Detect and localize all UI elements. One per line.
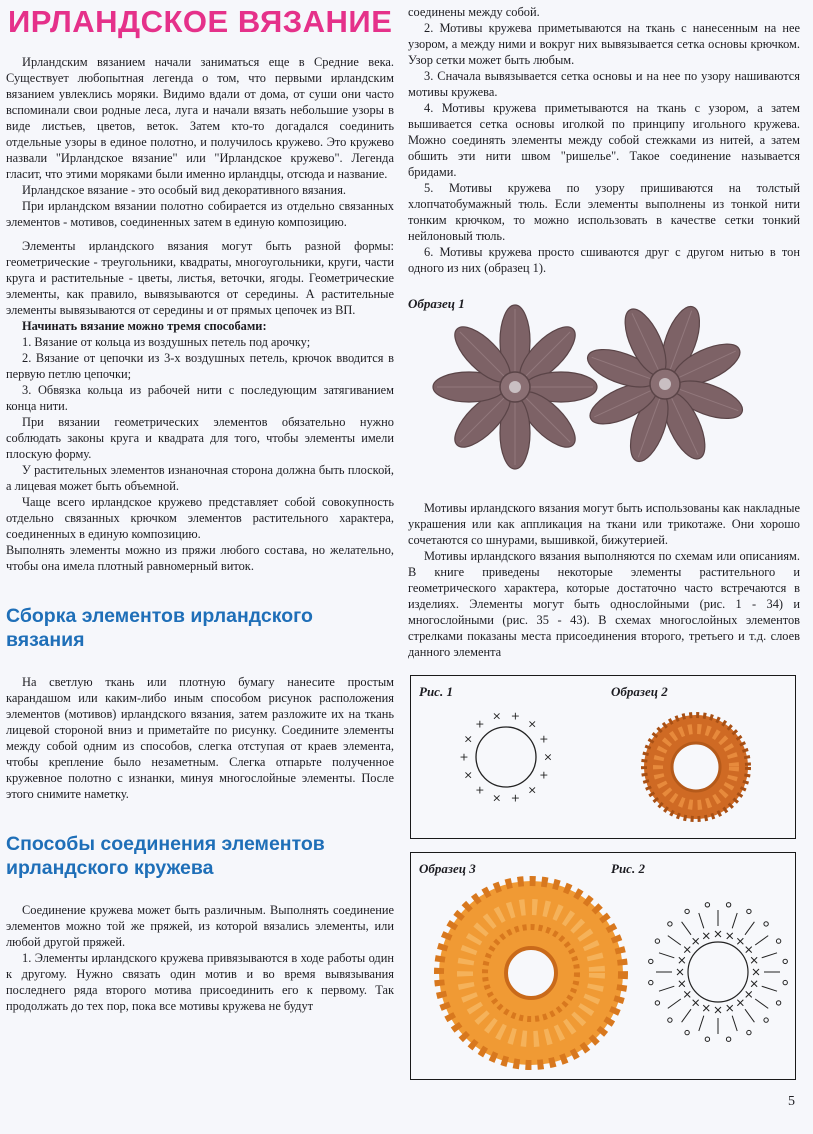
single-crochet-symbol bbox=[751, 981, 757, 987]
intro-paragraph-4: Элементы ирландского вязания могут быть разной формы: геометрические - треугольники, квадраты, многоугольники, круги, части круга и растительные - цветы, листья, веточки, ягоды. Геометрические элементы, как правило, вывязываются от середины. А растительные элементы вывязываются от середины и от прямых цепочек из ВП. bbox=[6, 239, 394, 317]
chain-stitch-symbol bbox=[726, 903, 730, 907]
joining-method-5: 5. Мотивы кружева по узору пришиваются на толстый хлопчатобумажный тюль. Если элементы выполнены из тонкой нити тонким крючком, то можно использовать в качестве сетки тонкий нейлоновый тюль. bbox=[408, 181, 800, 243]
right-column bbox=[408, 4, 800, 312]
start-method-1: 1. Вязание от кольца из воздушных петель под арочку; bbox=[22, 335, 311, 349]
intro-paragraph-8: Выполнять элементы можно из пряжи любого состава, но желательно, чтобы она имела плотный равномерный виток. bbox=[6, 543, 394, 573]
single-crochet-symbol bbox=[751, 957, 757, 963]
joining-section-title-line-1: Способы соединения элементов bbox=[6, 833, 325, 855]
sample-3-caption: Образец 3 bbox=[419, 861, 476, 876]
joining-method-4: 4. Мотивы кружева приметываются на ткань с узором, а затем вышивается сетка основы иголкой по принципу игольного кружева. Можно соединять элементы между собой стежками из нитей, а затем обшить эти нити швом "ришелье". Такое соединение называется бридами. bbox=[408, 101, 800, 179]
joining-paragraph-2-continued: соединены между собой. bbox=[408, 5, 540, 19]
single-crochet-symbol bbox=[693, 1000, 699, 1006]
chain-stitch-symbol bbox=[747, 1030, 751, 1034]
single-crochet-symbol bbox=[727, 933, 733, 939]
single-crochet-symbol: × bbox=[463, 732, 473, 746]
left-column bbox=[6, 4, 394, 1014]
chain-stitch-symbol bbox=[705, 1037, 709, 1041]
chain-stitch-symbol bbox=[655, 939, 659, 943]
double-crochet-symbol bbox=[745, 922, 754, 935]
single-crochet-symbol bbox=[684, 947, 690, 953]
page-title: ИРЛАНДСКОЕ ВЯЗАНИЕ bbox=[8, 4, 393, 39]
single-crochet-symbol bbox=[715, 931, 721, 937]
chain-stitch-symbol bbox=[685, 1030, 689, 1034]
chain-stitch-symbol bbox=[649, 980, 653, 984]
double-crochet-symbol bbox=[682, 1009, 691, 1022]
figure-2-crochet-chart bbox=[643, 897, 793, 1047]
joining-method-2: 2. Мотивы кружева приметываются на ткань с нанесенным на нее узором, а между ними и вокруг них вывязывается сетка основы крючком. Узор сетки может быть любым. bbox=[408, 21, 800, 67]
sample-2-caption: Образец 2 bbox=[611, 684, 668, 699]
chain-stitch-symbol bbox=[776, 1001, 780, 1005]
single-crochet-symbol bbox=[703, 933, 709, 939]
single-crochet-symbol: + bbox=[539, 768, 549, 782]
figure-2-caption: Рис. 2 bbox=[611, 861, 645, 876]
joining-method-6: 6. Мотивы кружева просто сшиваются друг с другом нитью в тон одного из них (образец 1). bbox=[408, 245, 800, 275]
chain-stitch-symbol bbox=[705, 903, 709, 907]
single-crochet-symbol bbox=[737, 938, 743, 944]
single-crochet-symbol: + bbox=[510, 709, 520, 723]
figure-frame-1 bbox=[410, 675, 796, 839]
single-crochet-symbol: + bbox=[459, 750, 469, 764]
figure-1-crochet-chart bbox=[451, 702, 561, 812]
single-crochet-symbol bbox=[684, 991, 690, 997]
single-crochet-symbol bbox=[727, 1005, 733, 1011]
double-crochet-symbol bbox=[732, 913, 737, 928]
double-crochet-symbol bbox=[755, 999, 768, 1008]
single-crochet-symbol bbox=[679, 957, 685, 963]
chain-stitch-symbol bbox=[776, 939, 780, 943]
single-crochet-symbol bbox=[677, 969, 683, 975]
chain-stitch-symbol bbox=[685, 909, 689, 913]
chain-stitch-symbol bbox=[747, 909, 751, 913]
chain-stitch-symbol bbox=[649, 959, 653, 963]
double-crochet-symbol bbox=[745, 1009, 754, 1022]
start-method-3: 3. Обвязка кольца из рабочей нити с последующим затягиванием конца нити. bbox=[6, 383, 394, 413]
figure-1-caption: Рис. 1 bbox=[419, 684, 453, 699]
page-number: 5 bbox=[788, 1094, 795, 1109]
single-crochet-symbol bbox=[703, 1005, 709, 1011]
single-crochet-symbol: × bbox=[543, 750, 553, 764]
intro-paragraph-1: Ирландским вязанием начали заниматься еще в Средние века. Существует любопытная легенда о том, что первыми ирландским вязанием увлеклись моряки. Видимо вдали от дома, от суши они часто вспоминали свои родные леса, луга и начали вязать небольшие узоры в виде листьев, цветов, веток. Затем кто-то догадался соединить отдельные узоры в единое полотно, и получилось кружево. Это кружево назвали "Ирландское вязание" или "Ирландское кружево". Легенда гласит, что этими моряками были именно ирландцы, отсюда и название. bbox=[6, 55, 394, 181]
right-column-lower bbox=[408, 500, 800, 660]
sample-3-orange-motif-image bbox=[431, 873, 631, 1073]
single-crochet-symbol: + bbox=[475, 783, 485, 797]
joining-method-3: 3. Сначала вывязывается сетка основы и на нее по узору нашиваются мотивы кружева. bbox=[408, 69, 800, 99]
chain-stitch-symbol bbox=[764, 1018, 768, 1022]
single-crochet-symbol bbox=[746, 947, 752, 953]
double-crochet-symbol bbox=[659, 953, 674, 958]
start-methods-heading: Начинать вязание можно тремя способами: bbox=[22, 319, 267, 333]
chain-stitch-symbol bbox=[655, 1001, 659, 1005]
sample-2-orange-ring-image bbox=[631, 702, 761, 832]
intro-paragraph-2: Ирландское вязание - это особый вид декоративного вязания. bbox=[22, 183, 346, 197]
single-crochet-symbol: × bbox=[492, 791, 502, 805]
single-crochet-symbol: × bbox=[527, 717, 537, 731]
single-crochet-symbol bbox=[693, 938, 699, 944]
intro-paragraph-7: Чаще всего ирландское кружево представляет собой совокупность отдельно связанных крючком элементов растительного характера, соединенных в единую композицию. bbox=[6, 495, 394, 541]
motifs-usage-paragraph: Мотивы ирландского вязания могут быть использованы как накладные украшения или как аппликация на ткани или трикотаже. Они хорошо сочетаются со шнурами, вышивкой, бижутерией. bbox=[408, 501, 800, 547]
single-crochet-symbol bbox=[679, 981, 685, 987]
sample-1-flower-motifs-image bbox=[420, 302, 760, 472]
assembly-paragraph: На светлую ткань или плотную бумагу нанесите простым карандашом или каким-либо иным способом рисунок расположения элементов (мотивов) ирландского вязания, затем разложите их на ткань лицевой стороной вниз и приметайте по рисунку. Соедините элементы между собой одним из способов, слегка отступая от краев элемента, чтобы крепление было незаметным. Слегка отпарьте полученное кружевное полотно с изнанки, минуя многослойные элементы. После этого снимите наметку. bbox=[6, 675, 394, 801]
joining-section-title-line-2: ирландского кружева bbox=[6, 857, 214, 879]
double-crochet-symbol bbox=[699, 1016, 704, 1031]
intro-paragraph-3: При ирландском вязании полотно собирается из отдельно связанных элементов - мотивов, соединенных затем в единую композицию. bbox=[6, 199, 394, 229]
double-crochet-symbol bbox=[659, 986, 674, 991]
sample-1-caption: Образец 1 bbox=[408, 296, 465, 311]
double-crochet-symbol bbox=[682, 922, 691, 935]
double-crochet-symbol bbox=[668, 936, 681, 945]
double-crochet-symbol bbox=[699, 913, 704, 928]
double-crochet-symbol bbox=[732, 1016, 737, 1031]
single-crochet-symbol: × bbox=[463, 768, 473, 782]
intro-paragraph-5: При вязании геометрических элементов обязательно нужно соблюдать законы круга и квадрата для того, чтобы элементы имели плоскую форму. bbox=[6, 415, 394, 461]
double-crochet-symbol bbox=[668, 999, 681, 1008]
chain-stitch-symbol bbox=[783, 959, 787, 963]
chain-stitch-symbol bbox=[668, 1018, 672, 1022]
joining-paragraph-2: 1. Элементы ирландского кружева привязываются в ходе работы один к другому. Нужно связать один мотив и во время вывязывания последнего ряда второго мотива присоединить его к первому. Так продолжать до тех пор, пока все мотивы кружева не будут bbox=[6, 951, 394, 1013]
motifs-schemes-paragraph: Мотивы ирландского вязания выполняются по схемам или описаниям. В книге приведены некоторые элементы растительного и геометрического характера, которые достаточно часто встречаются в изделиях. Элементы могут быть однослойными (рис. 1 - 34) и многослойными (рис. 35 - 43). В схемах многослойных элементов стрелками показаны места присоединения второго, третьего и т.д. слоев данного элемента bbox=[408, 549, 800, 659]
single-crochet-symbol bbox=[737, 1000, 743, 1006]
double-crochet-symbol bbox=[762, 953, 777, 958]
intro-paragraph-6: У растительных элементов изнаночная сторона должна быть плоской, а лицевая может быть объемной. bbox=[6, 463, 394, 493]
single-crochet-symbol bbox=[753, 969, 759, 975]
single-crochet-symbol: + bbox=[539, 732, 549, 746]
single-crochet-symbol: × bbox=[527, 783, 537, 797]
figure-frame-2 bbox=[410, 852, 796, 1080]
single-crochet-symbol bbox=[746, 991, 752, 997]
double-crochet-symbol bbox=[762, 986, 777, 991]
chain-stitch-symbol bbox=[668, 922, 672, 926]
single-crochet-symbol: × bbox=[492, 709, 502, 723]
single-crochet-symbol bbox=[715, 1007, 721, 1013]
start-method-2: 2. Вязание от цепочки из 3-х воздушных петель, крючок вводится в первую петлю цепочки; bbox=[6, 351, 394, 381]
chain-stitch-symbol bbox=[726, 1037, 730, 1041]
assembly-section-title: Сборка элементов ирландского вязания bbox=[6, 605, 313, 651]
single-crochet-symbol: + bbox=[510, 791, 520, 805]
double-crochet-symbol bbox=[755, 936, 768, 945]
single-crochet-symbol: + bbox=[475, 717, 485, 731]
chain-stitch-symbol bbox=[783, 980, 787, 984]
joining-paragraph-1: Соединение кружева может быть различным. Выполнять соединение элементов можно той же пряжей, из которой вязались элементы, или любой другой пряжей. bbox=[6, 903, 394, 949]
chain-stitch-symbol bbox=[764, 922, 768, 926]
